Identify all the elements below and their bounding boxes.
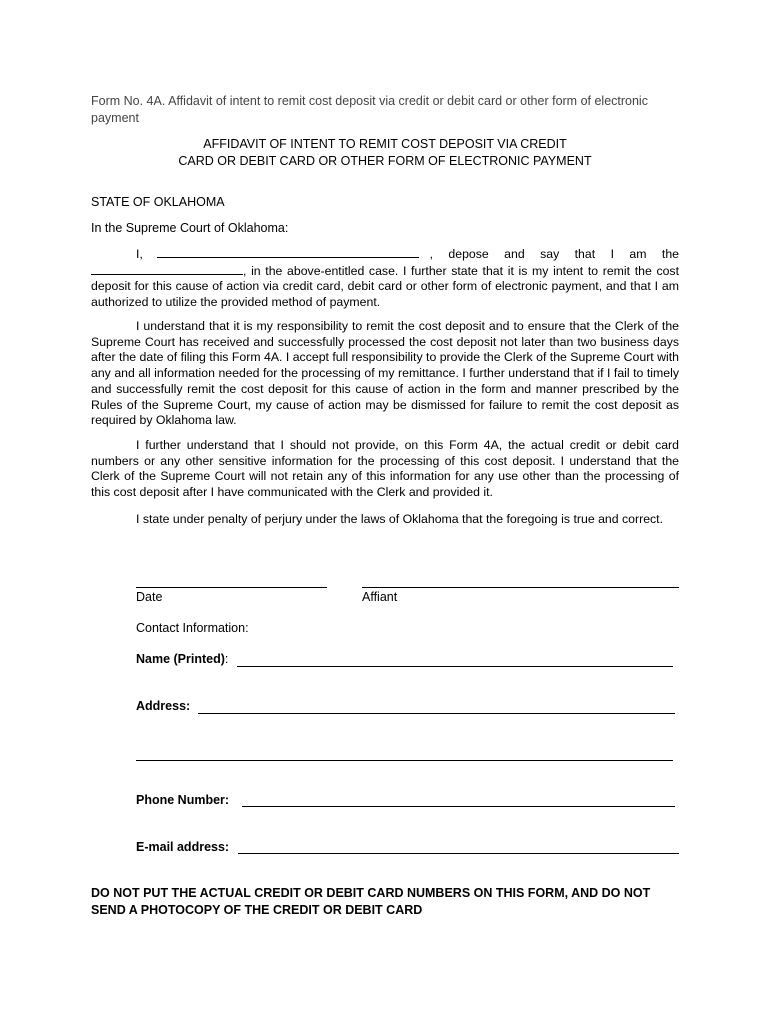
paragraph-1-first-line — [91, 246, 679, 263]
contact-heading: Contact Information: — [136, 621, 249, 635]
address-field-line-1[interactable] — [198, 713, 675, 714]
depose-text: , depose and say that I am the — [429, 247, 679, 261]
affiant-prefix: I, — [136, 247, 143, 261]
affiant-signature-line[interactable] — [362, 587, 679, 588]
document-title — [91, 136, 679, 170]
paragraph-4: I state under penalty of perjury under the laws of Oklahoma that the foregoing is true and correct. — [136, 512, 664, 526]
paragraph-3: I further understand that I should not provide, on this Form 4A, the actual credit or debit card numbers or any other sensitive information for the processing of this cost deposit. I understand that the Clerk of the Supreme Court will not retain any of this information for any use other than the processing of this cost deposit after I have communicated with the Clerk and provided it. — [91, 438, 679, 500]
warning-notice: DO NOT PUT THE ACTUAL CREDIT OR DEBIT CARD NUMBERS ON THIS FORM, AND DO NOT SEND A PHOTOCOPY OF THE CREDIT OR DEBIT CARD — [91, 886, 651, 917]
state-heading: STATE OF OKLAHOMA — [91, 195, 225, 209]
title-line-1: AFFIDAVIT OF INTENT TO REMIT COST DEPOSIT VIA CREDIT — [203, 137, 567, 151]
title-line-2: CARD OR DEBIT CARD OR OTHER FORM OF ELECTRONIC PAYMENT — [178, 154, 592, 168]
name-printed-field[interactable] — [237, 666, 673, 667]
name-printed-colon: : — [224, 652, 229, 666]
date-label: Date — [136, 590, 163, 604]
email-label: E-mail address: — [136, 840, 230, 854]
name-printed-label — [136, 652, 228, 666]
phone-field[interactable] — [242, 806, 675, 807]
affiant-label: Affiant — [362, 590, 398, 604]
address-label: Address: — [136, 699, 191, 713]
form-number-header: Form No. 4A. Affidavit of intent to remit cost deposit via credit or debit card or other form of electronic payment — [91, 94, 648, 125]
phone-label: Phone Number: — [136, 793, 230, 807]
address-field-line-2[interactable] — [136, 760, 673, 761]
paragraph-1-start — [91, 246, 419, 263]
paragraph-2: I understand that it is my responsibility to remit the cost deposit and to ensure that the Clerk of the Supreme Court has received and successfully processed the cost deposit not later than two business days after the date of filing this Form 4A. I accept full responsibility to provide the Clerk of the Supreme Court with any and all information needed for the processing of my remittance. I further understand that if I fail to timely and successfully remit the cost deposit for this cause of action in the form and manner prescribed by the Rules of the Supreme Court, my cause of action may be dismissed for failure to remit the cost deposit as required by Oklahoma law. — [91, 319, 679, 428]
affiant-name-blank[interactable] — [157, 246, 419, 258]
paragraph-1-rest — [91, 263, 679, 311]
paragraph-1 — [91, 246, 679, 311]
email-field[interactable] — [238, 853, 679, 854]
name-printed-label-text: Name (Printed) — [136, 652, 225, 666]
court-heading: In the Supreme Court of Oklahoma: — [91, 221, 289, 235]
party-role-blank[interactable] — [91, 263, 243, 275]
date-signature-line[interactable] — [136, 587, 327, 588]
paragraph-1-text: , in the above-entitled case. I further state that it is my intent to remit the cost deposit for this cause of action via credit card, debit card or other form of electronic payment, and that I am authorized to utilize the provided method of payment. — [91, 263, 679, 310]
